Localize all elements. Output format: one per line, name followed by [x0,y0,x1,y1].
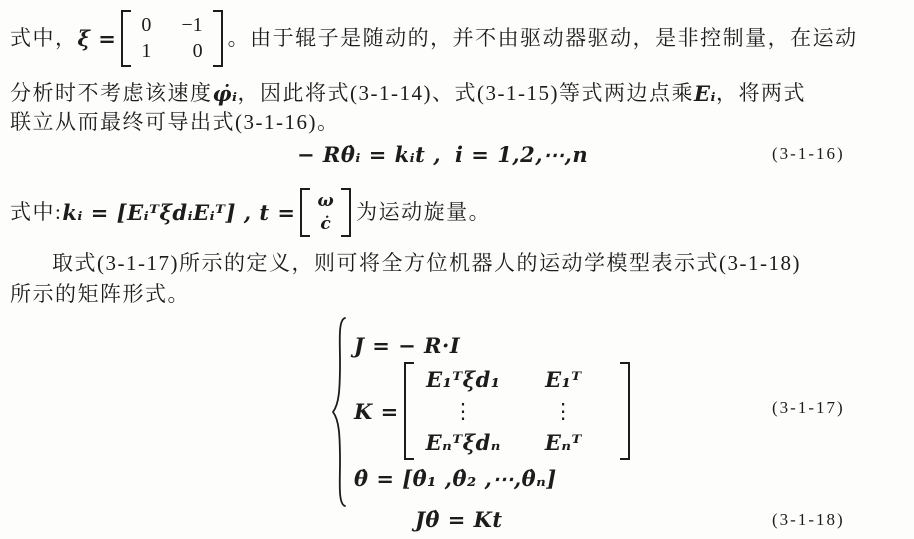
t-vector [300,188,351,237]
K-matrix-cells [414,362,620,460]
matrix-cell: 0 [192,39,203,62]
line2-text: ，因此将式(3-1-14)、式(3-1-15)等式两边点乘 [237,81,694,105]
vertical-ellipsis: ⋮ [552,399,575,423]
system-brace [330,316,348,508]
right-bracket [341,188,351,237]
matrix-cell: E₁ᵀξd₁ [426,367,501,392]
eq16-condition: i = 1,2,⋯,n [455,142,589,167]
eq18-body: Jθ̇ = Kt [415,507,503,532]
eq16-number: (3-1-16) [772,144,845,163]
matrix-cell: Eₙᵀ [544,430,582,455]
paragraph-1-line-3: 联立从而最终可导出式(3-1-16)。 [10,110,340,134]
matrix-cell: Eₙᵀξdₙ [425,430,501,455]
right-bracket [213,10,223,67]
right-bracket [620,362,630,460]
system-rows [354,333,635,491]
left-bracket [300,188,310,237]
line2-text: 分析时不考虑该速度 [10,81,213,105]
paragraph-2-line-2: 所示的矩阵形式。 [10,282,190,306]
E-i-symbol: Eᵢ [693,80,717,106]
matrix-cell: 0 [141,13,152,36]
paragraph-2-line-1: 取式(3-1-17)所示的定义，则可将全方位机器人的运动学模型表示式(3-1-18) [52,251,801,275]
xi-equals: ξ = [77,25,117,51]
k-i-definition: kᵢ = [EᵢᵀξdᵢEᵢᵀ] , t = [62,199,296,225]
t-vector-cells [310,188,341,237]
eq16-lhs: − Rθ̇ᵢ = kᵢt , [297,142,442,167]
eq17-row-J: J = − R·I [354,333,461,358]
eq17-number: (3-1-17) [772,398,845,417]
K-matrix [404,362,630,460]
paragraph-1-line-1 [10,8,858,68]
where-definition-line [10,184,491,240]
eq17-row-theta: θ̇ = [θ̇₁ ,θ̇₂ ,⋯,θ̇ₙ] [354,466,557,491]
matrix-cell: −1 [181,13,203,36]
vector-cell: ċ [320,213,332,234]
line1-prefix: 式中， [10,25,78,50]
where-suffix: 为运动旋量。 [356,199,492,224]
xi-matrix [121,10,222,67]
left-bracket [404,362,414,460]
eq18-number: (3-1-18) [772,510,845,529]
vector-cell: ω [317,190,335,211]
eq17-row-K [354,362,635,460]
matrix-cell: E₁ᵀ [545,367,582,392]
line1-text: 。由于辊子是随动的，并不由驱动器驱动，是非控制量，在运动 [227,25,858,50]
left-bracket [121,10,131,67]
equation-3-1-17 [330,316,635,508]
paragraph-1-line-2 [10,80,806,106]
phi-dot-symbol: φ̇ᵢ [212,80,238,106]
xi-matrix-cells [131,10,212,67]
vertical-ellipsis: ⋮ [452,399,475,423]
line2-text: ，将两式 [716,81,807,105]
where-prefix: 式中: [10,199,63,224]
matrix-cell: 1 [141,39,152,62]
K-label: K = [354,398,399,424]
